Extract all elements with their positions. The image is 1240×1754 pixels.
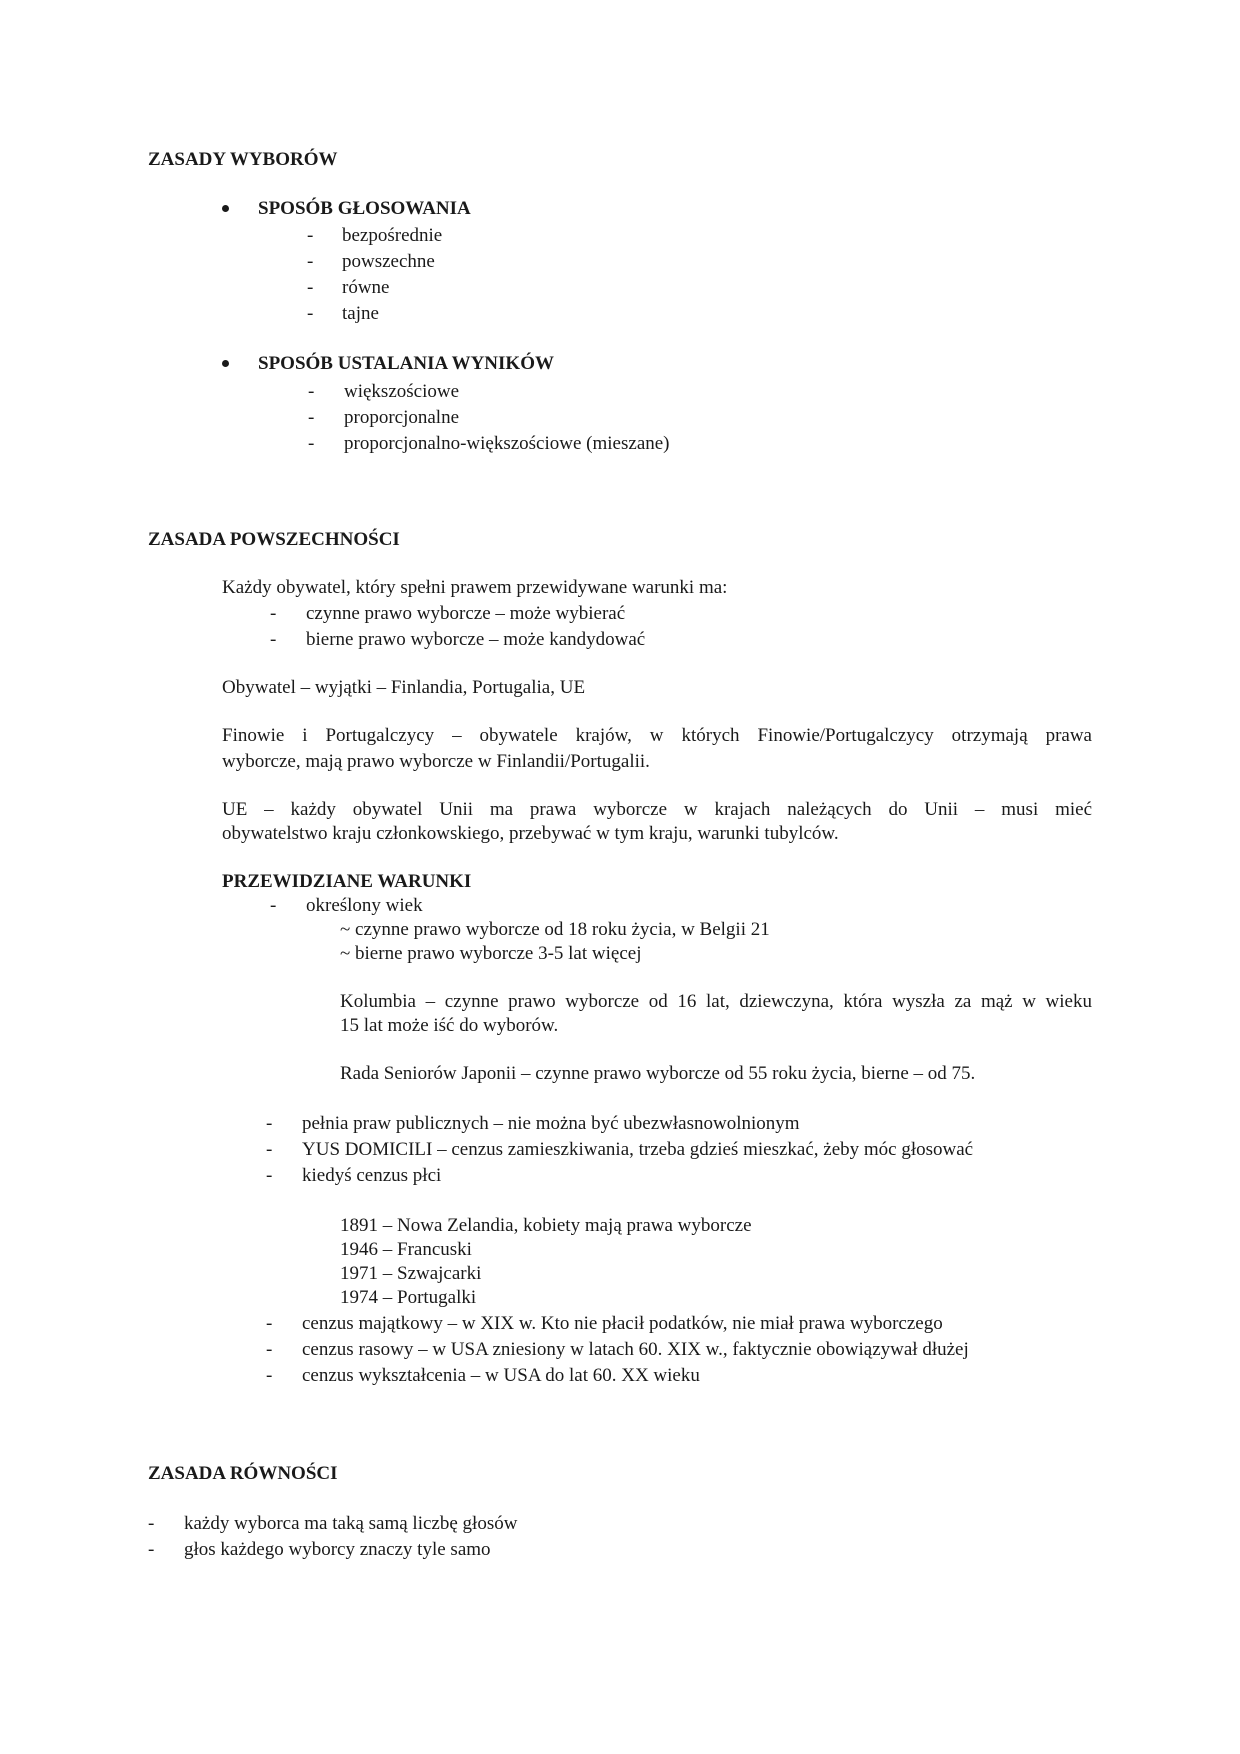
- paragraph-exceptions: Obywatel – wyjątki – Finlandia, Portugalia, UE: [222, 677, 586, 698]
- dash-marker: -: [270, 629, 277, 650]
- year-item: 1974 – Portugalki: [340, 1287, 477, 1308]
- list-item: bierne prawo wyborcze – może kandydować: [306, 629, 646, 650]
- dash-marker: -: [307, 303, 314, 324]
- list-item: proporcjonalne: [344, 407, 460, 428]
- list-item: cenzus wykształcenia – w USA do lat 60. XX wieku: [302, 1365, 700, 1386]
- section-heading-equality: ZASADA RÓWNOŚCI: [148, 1463, 338, 1484]
- dash-marker: -: [266, 1313, 273, 1334]
- list-item: określony wiek: [306, 895, 423, 916]
- bullet-icon: [222, 205, 229, 212]
- list-item: tajne: [342, 303, 379, 324]
- dash-marker: -: [308, 433, 315, 454]
- dash-marker: -: [266, 1365, 273, 1386]
- dash-marker: -: [266, 1139, 273, 1160]
- list-item: głos każdego wyborcy znaczy tyle samo: [184, 1539, 491, 1560]
- year-item: 1946 – Francuski: [340, 1239, 472, 1260]
- list-item: powszechne: [342, 251, 435, 272]
- dash-marker: -: [266, 1165, 273, 1186]
- dash-marker: -: [307, 225, 314, 246]
- list-item: cenzus rasowy – w USA zniesiony w latach 60. XIX w., faktycznie obowiązywał dłużej: [302, 1339, 969, 1360]
- document-title: ZASADY WYBORÓW: [148, 149, 338, 170]
- sub-item: ~ czynne prawo wyborcze od 18 roku życia, w Belgii 21: [340, 919, 770, 940]
- year-item: 1891 – Nowa Zelandia, kobiety mają prawa wyborcze: [340, 1215, 752, 1236]
- dash-marker: -: [307, 277, 314, 298]
- list-item: większościowe: [344, 381, 460, 402]
- paragraph-line: Kolumbia – czynne prawo wyborcze od 16 lat, dziewczyna, która wyszła za mąż w wieku: [340, 991, 1092, 1012]
- dash-marker: -: [266, 1113, 273, 1134]
- sub-item: ~ bierne prawo wyborcze 3-5 lat więcej: [340, 943, 642, 964]
- paragraph-intro: Każdy obywatel, który spełni prawem przewidywane warunki ma:: [222, 577, 728, 598]
- dash-marker: -: [307, 251, 314, 272]
- paragraph-line: obywatelstwo kraju członkowskiego, przebywać w tym kraju, warunki tubylców.: [222, 823, 839, 844]
- list-item: każdy wyborca ma taką samą liczbę głosów: [184, 1513, 518, 1534]
- list-item: pełnia praw publicznych – nie można być ubezwłasnowolnionym: [302, 1113, 800, 1134]
- dash-marker: -: [308, 407, 315, 428]
- paragraph-line: wyborcze, mają prawo wyborcze w Finlandii/Portugalii.: [222, 751, 650, 772]
- list-item: cenzus majątkowy – w XIX w. Kto nie płacił podatków, nie miał prawa wyborczego: [302, 1313, 943, 1334]
- bullet-icon: [222, 360, 229, 367]
- dash-marker: -: [148, 1513, 155, 1534]
- dash-marker: -: [308, 381, 315, 402]
- year-item: 1971 – Szwajcarki: [340, 1263, 482, 1284]
- dash-marker: -: [270, 895, 277, 916]
- dash-marker: -: [270, 603, 277, 624]
- dash-marker: -: [266, 1339, 273, 1360]
- list-item: proporcjonalno-większościowe (mieszane): [344, 433, 670, 454]
- paragraph-line: Finowie i Portugalczycy – obywatele krajów, w których Finowie/Portugalczycy otrzymają prawa: [222, 725, 1092, 746]
- paragraph-line: UE – każdy obywatel Unii ma prawa wyborcze w krajach należących do Unii – musi mieć: [222, 799, 1092, 820]
- section-heading-voting: SPOSÓB GŁOSOWANIA: [258, 198, 471, 219]
- list-item: YUS DOMICILI – cenzus zamieszkiwania, trzeba gdzieś mieszkać, żeby móc głosować: [302, 1139, 974, 1160]
- list-item: bezpośrednie: [342, 225, 443, 246]
- list-item: czynne prawo wyborcze – może wybierać: [306, 603, 626, 624]
- dash-marker: -: [148, 1539, 155, 1560]
- list-item: równe: [342, 277, 390, 298]
- subsection-heading-conditions: PRZEWIDZIANE WARUNKI: [222, 871, 472, 892]
- list-item: kiedyś cenzus płci: [302, 1165, 442, 1186]
- section-heading-results: SPOSÓB USTALANIA WYNIKÓW: [258, 353, 554, 374]
- section-heading-universality: ZASADA POWSZECHNOŚCI: [148, 529, 400, 550]
- paragraph-line: Rada Seniorów Japonii – czynne prawo wyborcze od 55 roku życia, bierne – od 75.: [340, 1063, 976, 1084]
- paragraph-line: 15 lat może iść do wyborów.: [340, 1015, 559, 1036]
